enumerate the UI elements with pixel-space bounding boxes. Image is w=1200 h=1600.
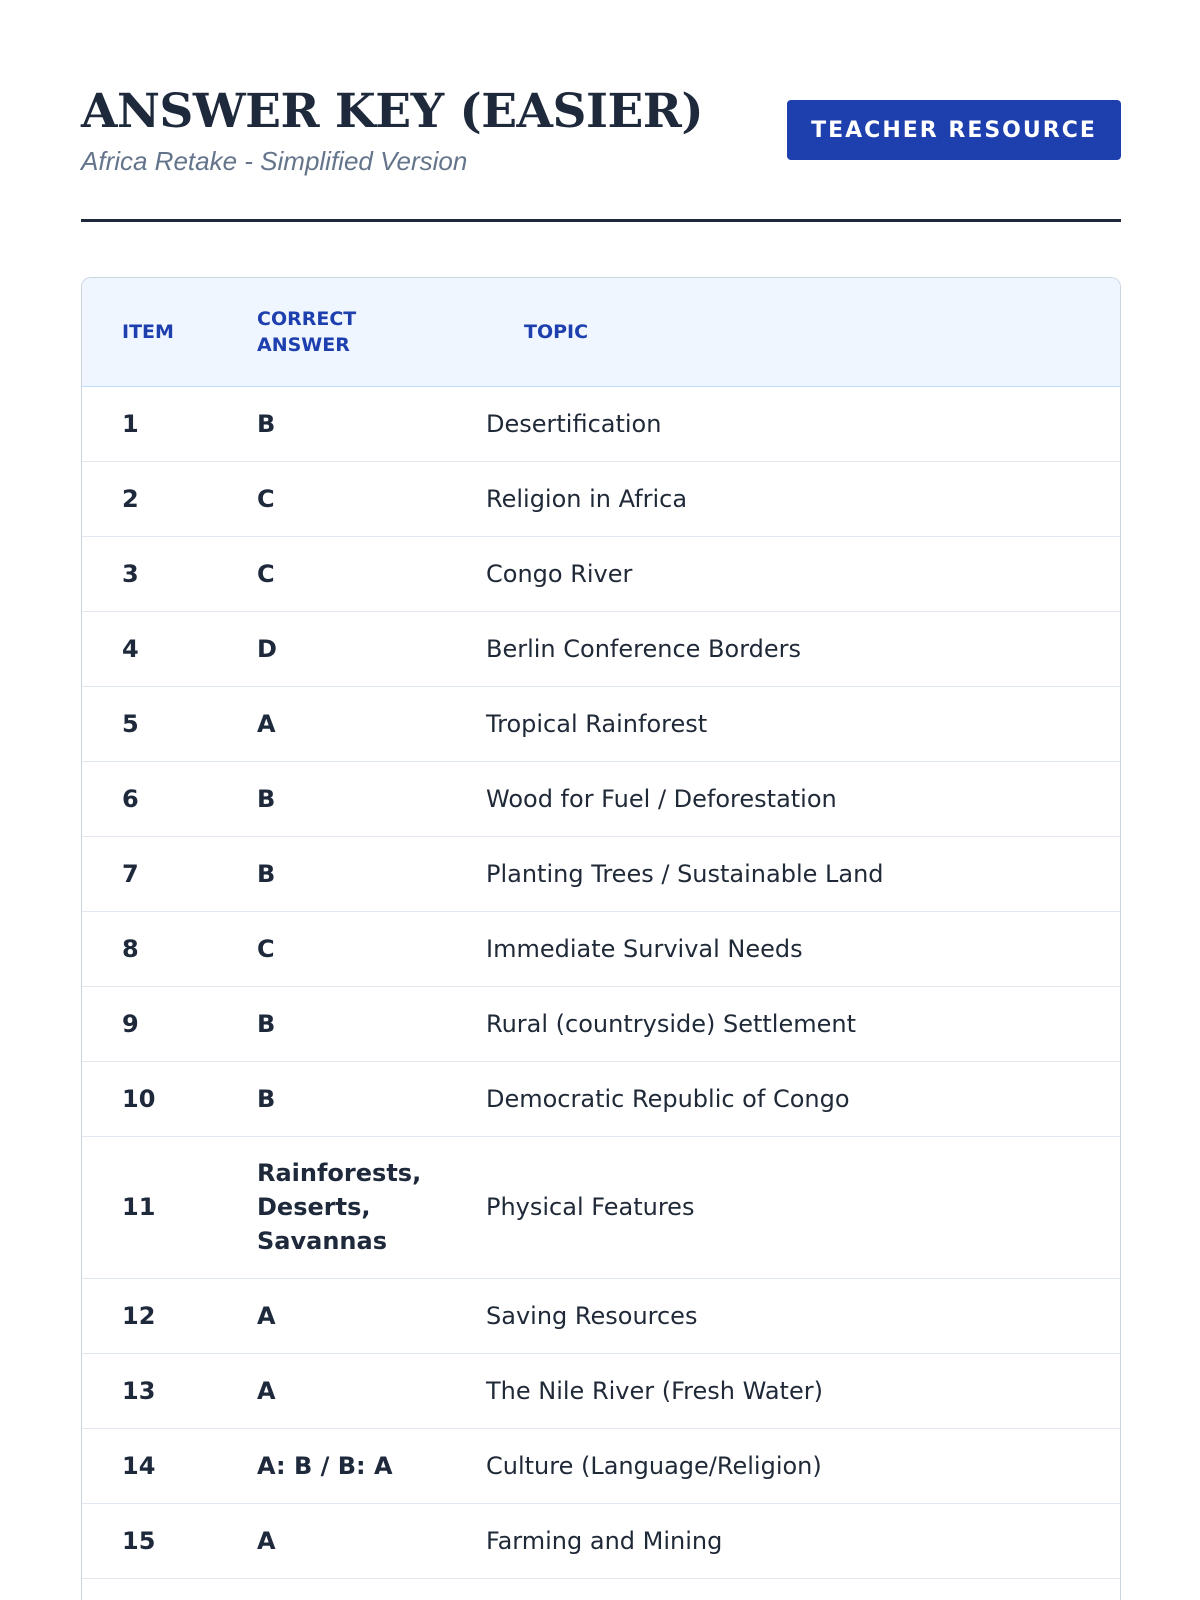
item-number: 8 [82, 911, 257, 986]
topic: Desertification [486, 386, 1120, 461]
correct-answer: A [257, 1503, 486, 1578]
column-header-correct-answer [257, 278, 486, 386]
topic: Planting Trees / Sustainable Land [486, 836, 1120, 911]
topic: Tropical Rainforest [486, 686, 1120, 761]
topic: The Nile River (Fresh Water) [486, 1353, 1120, 1428]
correct-answer [257, 1578, 486, 1600]
topic: Berlin Conference Borders [486, 611, 1120, 686]
topic: Rural (countryside) Settlement [486, 986, 1120, 1061]
table-row [82, 911, 1120, 986]
topic: Farming and Mining [486, 1503, 1120, 1578]
answer-line: Deserts, [257, 1193, 371, 1221]
table-row [82, 1578, 1120, 1600]
item-number: 7 [82, 836, 257, 911]
item-number: 13 [82, 1353, 257, 1428]
column-header-topic: TOPIC [486, 278, 1120, 386]
correct-answer: B [257, 761, 486, 836]
item-number: 11 [82, 1136, 257, 1278]
column-header-answer-line1: CORRECT [257, 307, 357, 330]
page-title: ANSWER KEY (EASIER) [81, 84, 704, 139]
table-row [82, 686, 1120, 761]
correct-answer: A [257, 1278, 486, 1353]
column-header-item: ITEM [82, 278, 257, 386]
table-row [82, 761, 1120, 836]
item-number: 1 [82, 386, 257, 461]
item-number: 9 [82, 986, 257, 1061]
table-header-row [82, 278, 1120, 386]
page-subtitle: Africa Retake - Simplified Version [81, 146, 468, 176]
topic: Religion in Africa [486, 461, 1120, 536]
correct-answer: A [257, 686, 486, 761]
item-number: 2 [82, 461, 257, 536]
teacher-resource-badge: TEACHER RESOURCE [787, 100, 1121, 160]
table-row [82, 1136, 1120, 1278]
table-row [82, 1353, 1120, 1428]
table-row [82, 1428, 1120, 1503]
table-row [82, 986, 1120, 1061]
correct-answer: A: B / B: A [257, 1428, 486, 1503]
correct-answer: D [257, 611, 486, 686]
correct-answer: A [257, 1353, 486, 1428]
answer-line: Rainforests, [257, 1159, 422, 1187]
topic: Physical Features [486, 1136, 1120, 1278]
correct-answer [257, 1136, 486, 1278]
topic: Saving Resources [486, 1278, 1120, 1353]
answer-key-page [81, 0, 1121, 1555]
item-number: 10 [82, 1061, 257, 1136]
table-row [82, 536, 1120, 611]
topic: Wood for Fuel / Deforestation [486, 761, 1120, 836]
correct-answer: C [257, 461, 486, 536]
item-number: 5 [82, 686, 257, 761]
item-number: 12 [82, 1278, 257, 1353]
topic: Congo River [486, 536, 1120, 611]
answer-table [81, 277, 1121, 1600]
correct-answer: B [257, 836, 486, 911]
table-row [82, 836, 1120, 911]
table-row [82, 461, 1120, 536]
answer-line: Savannas [257, 1227, 387, 1255]
item-number [82, 1578, 257, 1600]
table-row [82, 1061, 1120, 1136]
column-header-answer-line2: ANSWER [257, 333, 350, 356]
item-number: 6 [82, 761, 257, 836]
topic: Culture (Language/Religion) [486, 1428, 1120, 1503]
correct-answer: C [257, 536, 486, 611]
table-row [82, 611, 1120, 686]
topic [486, 1578, 1120, 1600]
item-number: 15 [82, 1503, 257, 1578]
page-header [81, 0, 1121, 222]
item-number: 4 [82, 611, 257, 686]
item-number: 3 [82, 536, 257, 611]
correct-answer: B [257, 1061, 486, 1136]
topic: Democratic Republic of Congo [486, 1061, 1120, 1136]
correct-answer: B [257, 386, 486, 461]
table-row [82, 1278, 1120, 1353]
table-row [82, 1503, 1120, 1578]
correct-answer: C [257, 911, 486, 986]
correct-answer: B [257, 986, 486, 1061]
item-number: 14 [82, 1428, 257, 1503]
table-row [82, 386, 1120, 461]
topic: Immediate Survival Needs [486, 911, 1120, 986]
